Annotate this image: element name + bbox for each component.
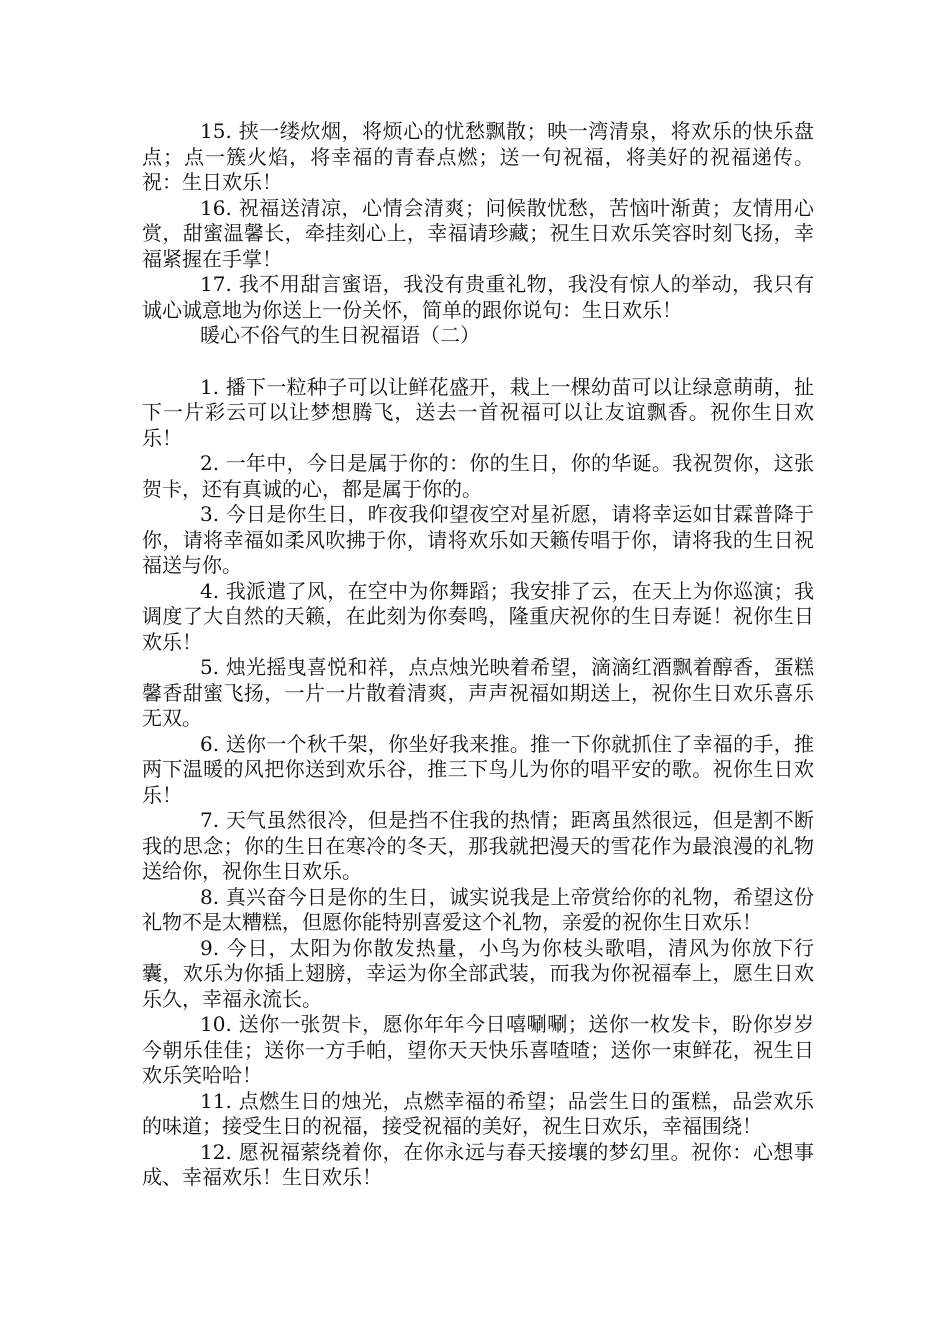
paragraph-6: 6. 送你一个秋千架，你坐好我来推。推一下你就抓住了幸福的手，推两下温暖的风把你送到欢乐谷，推三下鸟儿为你的唱平安的歌。祝你生日欢乐！ — [142, 731, 814, 807]
paragraph-2: 2. 一年中，今日是属于你的：你的生日，你的华诞。我祝贺你，这张贺卡，还有真诚的心，都是属于你的。 — [142, 451, 814, 501]
paragraph-8: 8. 真兴奋今日是你的生日，诚实说我是上帝赏给你的礼物，希望这份礼物不是太糟糕，但愿你能特别喜爱这个礼物，亲爱的祝你生日欢乐！ — [142, 884, 814, 934]
paragraph-16: 16. 祝福送清凉，心情会清爽；问候散忧愁，苦恼叶渐黄；友情用心赏，甜蜜温馨长，牵挂刻心上，幸福请珍藏；祝生日欢乐笑容时刻飞扬，幸福紧握在手掌！ — [142, 195, 814, 271]
document-body — [142, 119, 814, 1191]
paragraph-12: 12. 愿祝福萦绕着你，在你永远与春天接壤的梦幻里。祝你：心想事成、幸福欢乐！生日欢乐！ — [142, 1139, 814, 1189]
paragraph-10: 10. 送你一张贺卡，愿你年年今日嘻唰唰；送你一枚发卡，盼你岁岁今朝乐佳佳；送你一方手帕，望你天天快乐喜喳喳；送你一束鲜花，祝生日欢乐笑哈哈！ — [142, 1012, 814, 1087]
paragraph-15: 15. 挟一缕炊烟，将烦心的忧愁飘散；映一湾清泉，将欢乐的快乐盘点；点一簇火焰，将幸福的青春点燃；送一句祝福，将美好的祝福递传。祝：生日欢乐！ — [142, 119, 814, 194]
section-heading: 暖心不俗气的生日祝福语（二） — [200, 323, 480, 347]
paragraph-9: 9. 今日，太阳为你散发热量，小鸟为你枝头歌唱，清风为你放下行囊，欢乐为你插上翅膀，幸运为你全部武装，而我为你祝福奉上，愿生日欢乐久，幸福永流长。 — [142, 935, 814, 1011]
paragraph-3: 3. 今日是你生日，昨夜我仰望夜空对星祈愿，请将幸运如甘霖普降于你，请将幸福如柔风吹拂于你，请将欢乐如天籁传唱于你，请将我的生日祝福送与你。 — [142, 502, 814, 577]
section-gap — [142, 349, 814, 375]
paragraph-1: 1. 播下一粒种子可以让鲜花盛开，栽上一棵幼苗可以让绿意萌萌，扯下一片彩云可以让梦想腾飞，送去一首祝福可以让友谊飘香。祝你生日欢乐！ — [142, 374, 814, 450]
paragraph-5: 5. 烛光摇曳喜悦和祥，点点烛光映着希望，滴滴红酒飘着醇香，蛋糕馨香甜蜜飞扬，一片一片散着清爽，声声祝福如期送上，祝你生日欢乐喜乐无双。 — [142, 655, 814, 730]
paragraph-17: 17. 我不用甜言蜜语，我没有贵重礼物，我没有惊人的举动，我只有诚心诚意地为你送上一份关怀，简单的跟你说句：生日欢乐！ — [142, 272, 814, 322]
paragraph-11: 11. 点燃生日的烛光，点燃幸福的希望；品尝生日的蛋糕，品尝欢乐的味道；接受生日的祝福，接受祝福的美好，祝生日欢乐，幸福围绕！ — [142, 1088, 814, 1138]
paragraph-7: 7. 天气虽然很冷，但是挡不住我的热情；距离虽然很远，但是割不断我的思念；你的生日在寒冷的冬天，那我就把漫天的雪花作为最浪漫的礼物送给你，祝你生日欢乐。 — [142, 808, 814, 883]
paragraph-4: 4. 我派遣了风，在空中为你舞蹈；我安排了云，在天上为你巡演；我调度了大自然的天籁，在此刻为你奏鸣，隆重庆祝你的生日寿诞！祝你生日欢乐！ — [142, 578, 814, 654]
